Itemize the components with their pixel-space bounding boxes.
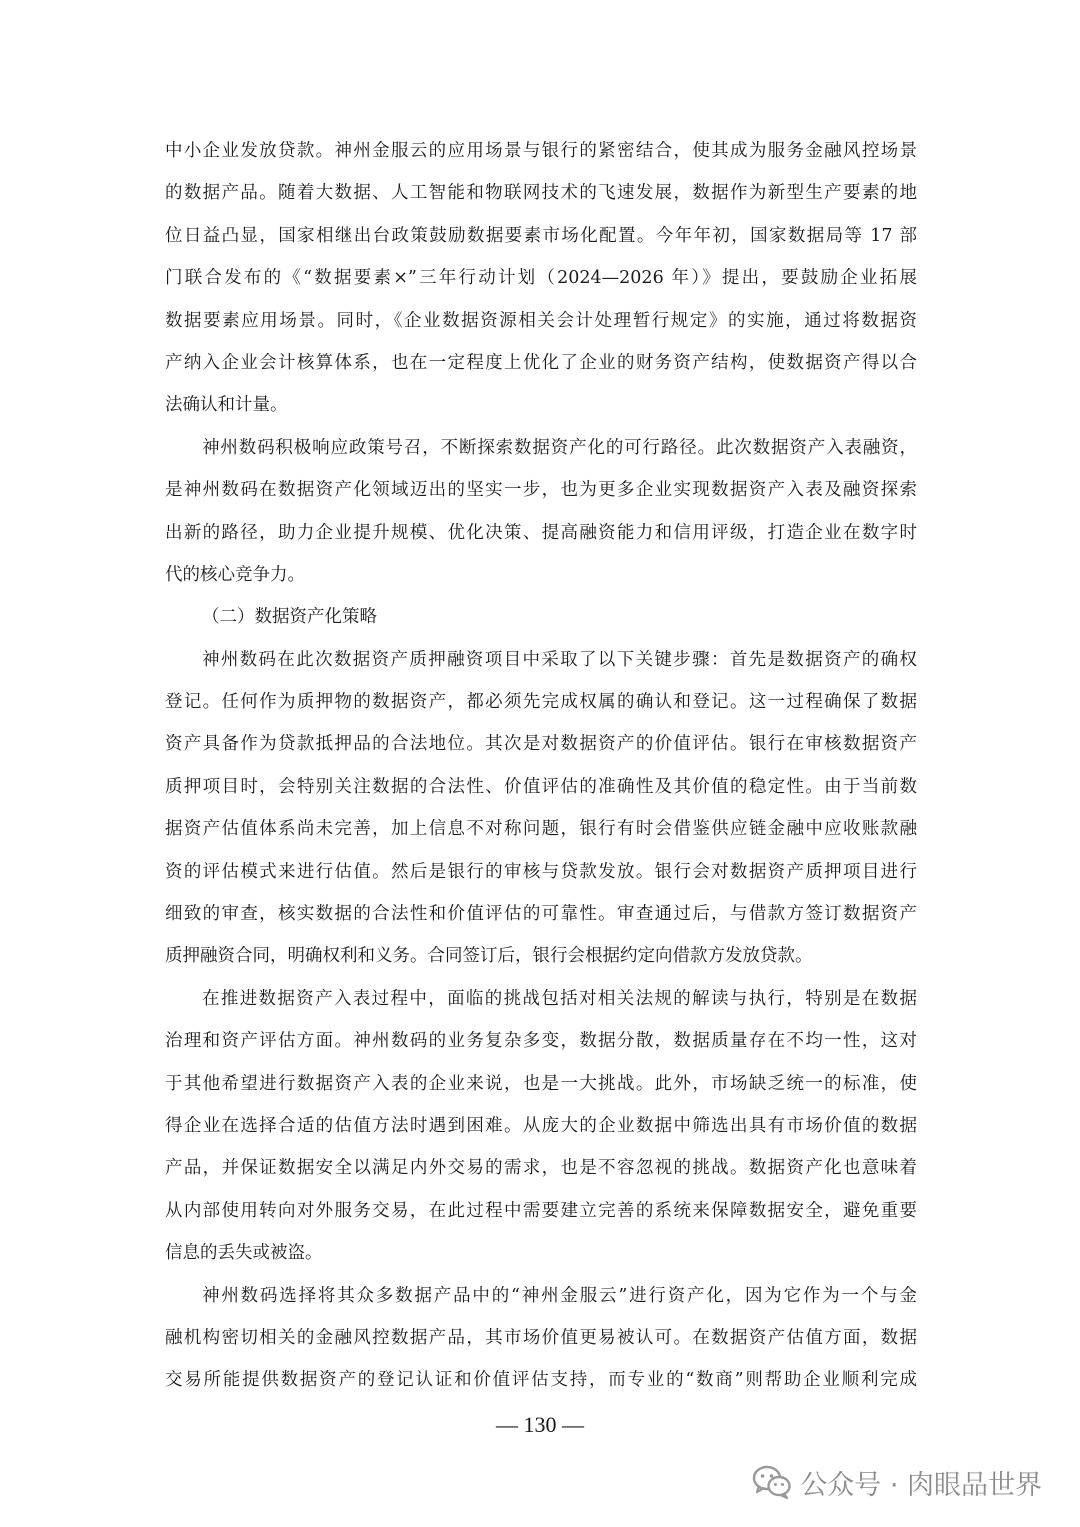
text-line: 从内部使用转向对外服务交易，在此过程中需要建立完善的系统来保障数据安全，避免重要: [165, 1200, 917, 1221]
text-line: 位日益凸显，国家相继出台政策鼓励数据要素市场化配置。今年年初，国家数据局等 17 部: [165, 225, 917, 246]
watermark-text: 公众号 · 肉眼品世界: [800, 1469, 1042, 1501]
text-line: （二）数据资产化策略: [202, 607, 377, 628]
text-line: 治理和资产评估方面。神州数码的业务复杂多变，数据分散，数据质量存在不均一性，这对: [165, 1031, 917, 1052]
text-line: 得企业在选择合适的估值方法时遇到困难。从庞大的企业数据中筛选出具有市场价值的数据: [165, 1115, 917, 1136]
text-line: 产品，并保证数据安全以满足内外交易的需求，也是不容忽视的挑战。数据资产化也意味着: [165, 1158, 917, 1179]
paragraph: [165, 130, 917, 427]
page-number: — 130 —: [496, 1412, 584, 1437]
text-line: 在推进数据资产入表过程中，面临的挑战包括对相关法规的解读与执行，特别是在数据: [202, 988, 917, 1009]
wechat-icon: [752, 1465, 792, 1499]
text-line: 信息的丢失或被盗。: [165, 1243, 323, 1264]
paragraph: [165, 427, 917, 597]
text-line: 的数据产品。随着大数据、人工智能和物联网技术的飞速发展，数据作为新型生产要素的地: [165, 183, 917, 204]
text-line: 质押项目时，会特别关注数据的合法性、价值评估的准确性及其价值的稳定性。由于当前数: [165, 776, 917, 797]
text-line: 是神州数码在数据资产化领域迈出的坚实一步，也为更多企业实现数据资产入表及融资探索: [165, 480, 917, 501]
text-line: 质押融资合同，明确权利和义务。合同签订后，银行会根据约定向借款方发放贷款。: [165, 946, 813, 967]
text-line: 产纳入企业会计核算体系，也在一定程度上优化了企业的财务资产结构，使数据资产得以合: [165, 352, 917, 373]
paragraph: [165, 1275, 917, 1402]
text-line: 中小企业发放贷款。神州金服云的应用场景与银行的紧密结合，使其成为服务金融风控场景: [165, 141, 917, 161]
text-line: 交易所能提供数据资产的登记认证和价值评估支持，而专业的“数商”则帮助企业顺利完成: [165, 1370, 917, 1391]
section-heading: [165, 596, 917, 638]
document-body: [165, 130, 917, 1402]
text-line: 据资产估值体系尚未完善，加上信息不对称问题，银行有时会借鉴供应链金融中应收账款融: [165, 819, 917, 840]
text-line: 融机构密切相关的金融风控数据产品，其市场价值更易被认可。在数据资产估值方面，数据: [165, 1327, 917, 1348]
watermark: [752, 1462, 1042, 1502]
text-line: 资产具备作为贷款抵押品的合法地位。其次是对数据资产的价值评估。银行在审核数据资产: [165, 734, 917, 755]
text-line: 于其他希望进行数据资产入表的企业来说，也是一大挑战。此外，市场缺乏统一的标准，使: [165, 1073, 917, 1094]
paragraph: [165, 639, 917, 978]
text-line: 神州数码选择将其众多数据产品中的“神州金服云”进行资产化，因为它作为一个与金: [202, 1285, 917, 1306]
text-line: 登记。任何作为质押物的数据资产，都必须先完成权属的确认和登记。这一过程确保了数据: [165, 692, 917, 713]
paragraph: [165, 978, 917, 1275]
text-line: 细致的审查，核实数据的合法性和价值评估的可靠性。审查通过后，与借款方签订数据资产: [165, 904, 917, 925]
text-line: 代的核心竞争力。: [165, 564, 305, 585]
text-line: 数据要素应用场景。同时，《企业数据资源相关会计处理暂行规定》的实施，通过将数据资: [165, 310, 917, 331]
text-line: 法确认和计量。: [165, 395, 288, 416]
text-line: 神州数码在此次数据资产质押融资项目中采取了以下关键步骤：首先是数据资产的确权: [202, 649, 917, 670]
text-line: 门联合发布的《“数据要素×”三年行动计划（2024—2026 年）》提出，要鼓励企业拓展: [165, 268, 917, 289]
text-line: 资的评估模式来进行估值。然后是银行的审核与贷款发放。银行会对数据资产质押项目进行: [165, 861, 917, 882]
text-line: 神州数码积极响应政策号召，不断探索数据资产化的可行路径。此次数据资产入表融资，: [202, 437, 917, 458]
text-line: 出新的路径，助力企业提升规模、优化决策、提高融资能力和信用评级，打造企业在数字时: [165, 522, 917, 543]
